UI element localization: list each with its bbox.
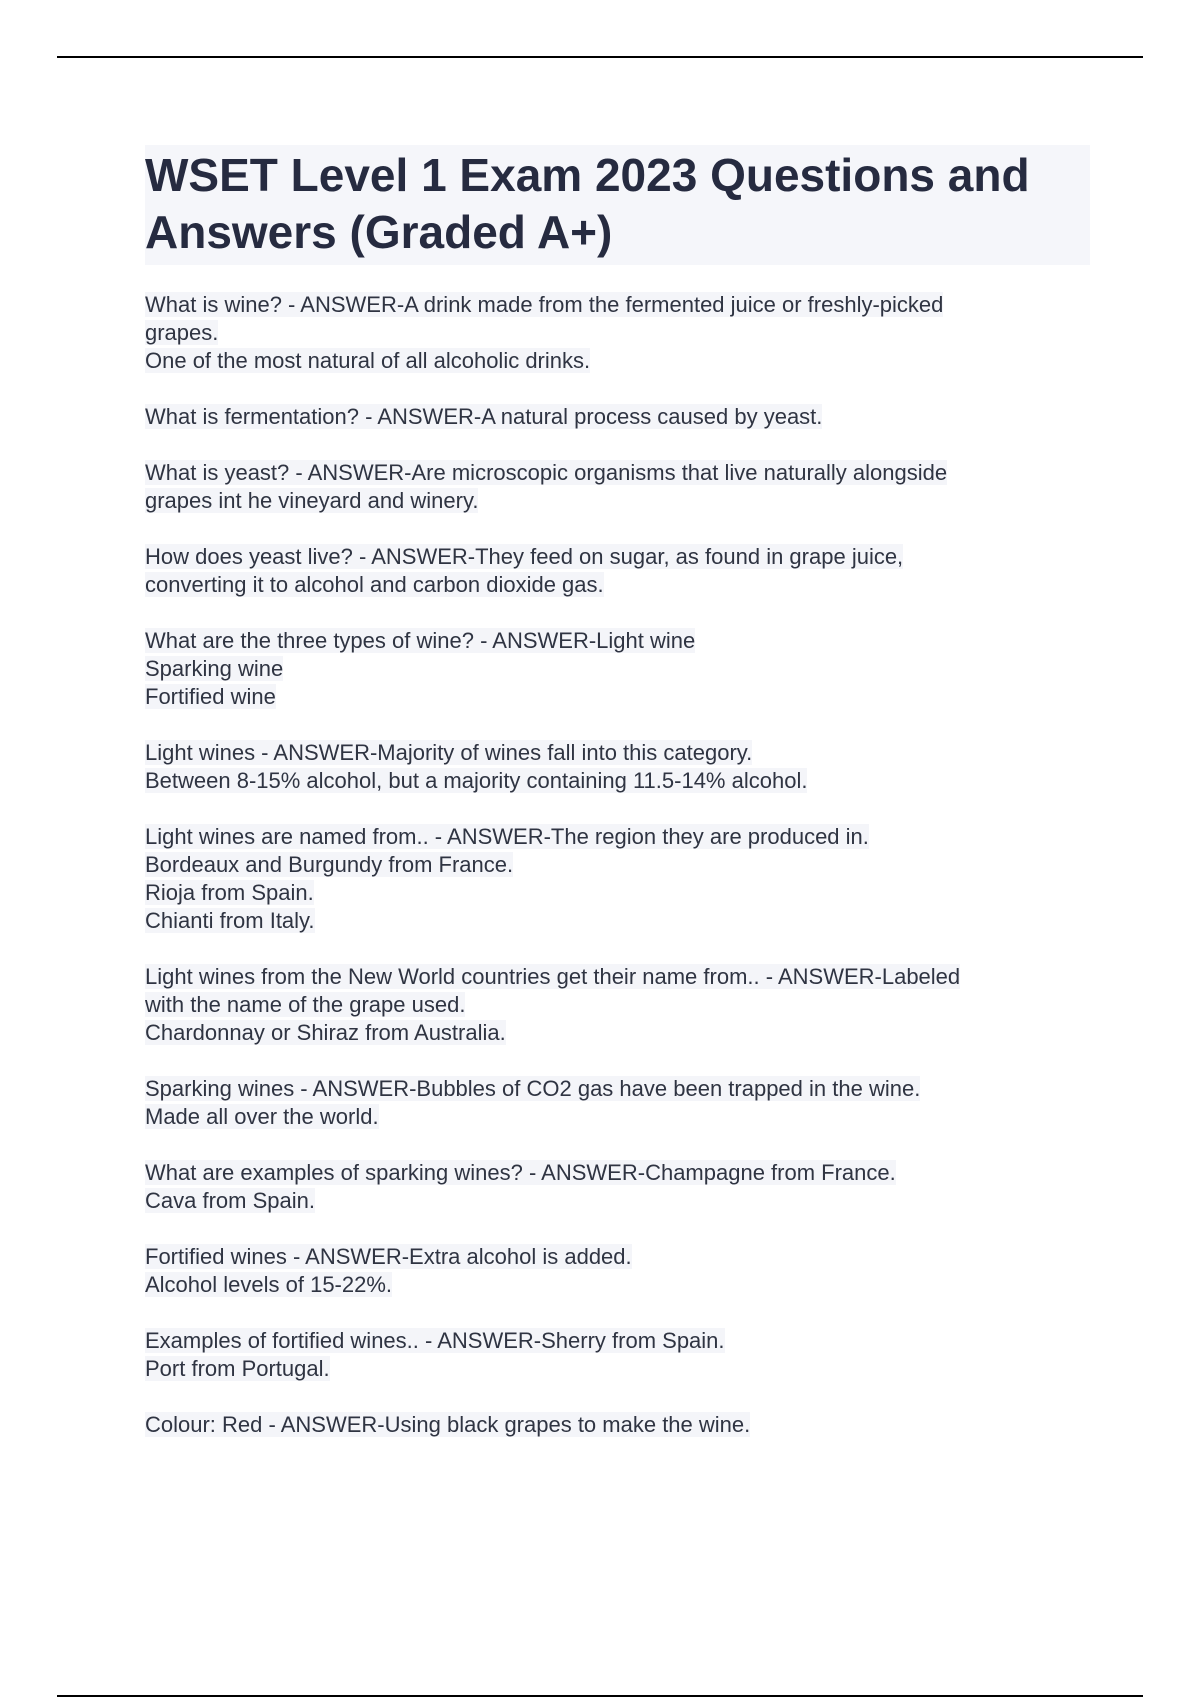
qa-row: [145, 543, 1090, 571]
qa-question-line: Sparking wines - ANSWER-Bubbles of CO2 gas have been trapped in the wine.: [145, 1076, 921, 1101]
qa-question-line: Light wines are named from.. - ANSWER-The region they are produced in.: [145, 824, 869, 849]
qa-entry: [145, 627, 1090, 711]
qa-entry: [145, 459, 1090, 515]
top-rule: [57, 56, 1143, 58]
qa-entry: [145, 963, 1090, 1047]
qa-entry: [145, 1159, 1090, 1215]
qa-row: [145, 1271, 1090, 1299]
qa-row: [145, 403, 1090, 431]
qa-entry: [145, 543, 1090, 599]
qa-row: [145, 655, 1090, 683]
qa-row: [145, 683, 1090, 711]
qa-row: [145, 879, 1090, 907]
qa-row: [145, 851, 1090, 879]
qa-question-line: Light wines - ANSWER-Majority of wines fall into this category.: [145, 740, 753, 765]
qa-answer-line: Chardonnay or Shiraz from Australia.: [145, 1020, 506, 1045]
document-body: [145, 145, 1090, 1467]
qa-question-line: Examples of fortified wines.. - ANSWER-Sherry from Spain.: [145, 1328, 725, 1353]
qa-row: [145, 1187, 1090, 1215]
qa-answer-line: with the name of the grape used.: [145, 992, 466, 1017]
qa-row: [145, 739, 1090, 767]
qa-row: [145, 1159, 1090, 1187]
qa-row: [145, 1243, 1090, 1271]
qa-answer-line: Bordeaux and Burgundy from France.: [145, 852, 514, 877]
qa-row: [145, 319, 1090, 347]
qa-row: [145, 571, 1090, 599]
qa-row: [145, 459, 1090, 487]
qa-row: [145, 1103, 1090, 1131]
qa-entry: [145, 403, 1090, 431]
qa-row: [145, 1075, 1090, 1103]
qa-row: [145, 1327, 1090, 1355]
qa-question-line: What are examples of sparking wines? - ANSWER-Champagne from France.: [145, 1160, 896, 1185]
qa-row: [145, 963, 1090, 991]
qa-answer-line: Fortified wine: [145, 684, 276, 709]
qa-row: [145, 291, 1090, 319]
qa-answer-line: Alcohol levels of 15-22%.: [145, 1272, 393, 1297]
qa-row: [145, 1355, 1090, 1383]
qa-answer-line: Made all over the world.: [145, 1104, 379, 1129]
qa-entry: [145, 739, 1090, 795]
qa-entry: [145, 1075, 1090, 1131]
qa-question-line: Colour: Red - ANSWER-Using black grapes to make the wine.: [145, 1412, 751, 1437]
qa-answer-line: converting it to alcohol and carbon dioxide gas.: [145, 572, 604, 597]
qa-question-line: What is fermentation? - ANSWER-A natural process caused by yeast.: [145, 404, 823, 429]
qa-question-line: Fortified wines - ANSWER-Extra alcohol is added.: [145, 1244, 632, 1269]
qa-answer-line: Sparking wine: [145, 656, 284, 681]
qa-row: [145, 907, 1090, 935]
qa-entry: [145, 1243, 1090, 1299]
qa-row: [145, 347, 1090, 375]
qa-answer-line: grapes int he vineyard and winery.: [145, 488, 479, 513]
qa-row: [145, 1411, 1090, 1439]
qa-answer-line: Port from Portugal.: [145, 1356, 330, 1381]
document-title: WSET Level 1 Exam 2023 Questions and Answers (Graded A+): [145, 149, 1030, 258]
qa-question-line: What is wine? - ANSWER-A drink made from the fermented juice or freshly-picked: [145, 292, 944, 317]
qa-row: [145, 1019, 1090, 1047]
qa-question-line: What is yeast? - ANSWER-Are microscopic organisms that live naturally alongside: [145, 460, 948, 485]
qa-answer-line: One of the most natural of all alcoholic drinks.: [145, 348, 591, 373]
qa-entry: [145, 1411, 1090, 1439]
qa-entry: [145, 1327, 1090, 1383]
qa-answer-line: Cava from Spain.: [145, 1188, 315, 1213]
bottom-rule: [57, 1695, 1143, 1697]
qa-row: [145, 767, 1090, 795]
qa-row: [145, 991, 1090, 1019]
qa-entry: [145, 291, 1090, 375]
qa-question-line: How does yeast live? - ANSWER-They feed on sugar, as found in grape juice,: [145, 544, 904, 569]
qa-question-line: Light wines from the New World countries get their name from.. - ANSWER-Labeled: [145, 964, 961, 989]
qa-entry: [145, 823, 1090, 935]
title-block: [145, 145, 1090, 265]
qa-answer-line: Between 8-15% alcohol, but a majority containing 11.5-14% alcohol.: [145, 768, 808, 793]
qa-row: [145, 487, 1090, 515]
qa-row: [145, 627, 1090, 655]
qa-question-line: What are the three types of wine? - ANSWER-Light wine: [145, 628, 696, 653]
qa-list: [145, 291, 1090, 1439]
qa-answer-line: Rioja from Spain.: [145, 880, 314, 905]
qa-answer-line: Chianti from Italy.: [145, 908, 315, 933]
qa-row: [145, 823, 1090, 851]
qa-answer-line: grapes.: [145, 320, 219, 345]
